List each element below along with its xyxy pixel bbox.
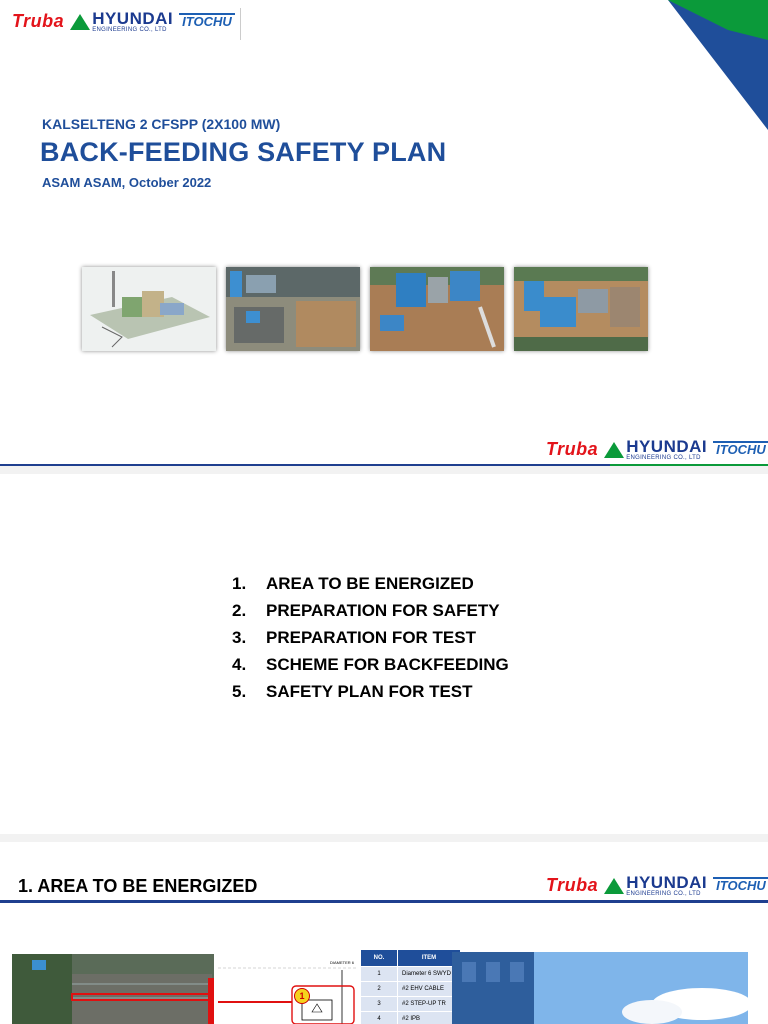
contents-slide [0, 474, 768, 834]
section-logo-group [546, 874, 768, 897]
hyundai-sub: ENGINEERING CO., LTD [626, 455, 701, 461]
photo-strip [82, 267, 648, 351]
aerial-photo-1 [226, 267, 360, 351]
contents-item: 4. SCHEME FOR BACKFEEDING [232, 651, 509, 678]
hyundai-logo [70, 10, 173, 33]
truba-logo: Truba [12, 11, 65, 31]
itochu-logo: ITOCHU [179, 13, 235, 29]
aerial-photo-2 [370, 267, 504, 351]
hyundai-triangle-icon [70, 14, 90, 30]
table-row: 2 #2 EHV CABLE [361, 982, 461, 997]
slide-separator [0, 466, 768, 474]
table-row: 1 Diameter 6 SWYD [361, 967, 461, 982]
aerial-photo-3 [514, 267, 648, 351]
project-name: KALSELTENG 2 CFSPP (2X100 MW) [42, 116, 281, 132]
hyundai-logo-footer [604, 438, 707, 461]
page-title: BACK-FEEDING SAFETY PLAN [40, 137, 447, 167]
cover-slide [0, 0, 768, 466]
hyundai-logo-section [604, 874, 707, 897]
item-table [360, 949, 461, 1024]
slide-separator [0, 834, 768, 842]
contents-item-label: PREPARATION FOR SAFETY [266, 601, 500, 620]
hyundai-name: HYUNDAI [92, 9, 174, 28]
plant-render-image [82, 267, 216, 351]
building-photo [452, 952, 748, 1024]
hyundai-triangle-icon [604, 442, 624, 458]
contents-item-label: SCHEME FOR BACKFEEDING [266, 655, 509, 674]
table-row: 4 #2 IPB [361, 1012, 461, 1024]
truba-logo-footer: Truba [546, 439, 599, 459]
contents-item: 2. PREPARATION FOR SAFETY [232, 597, 509, 624]
table-row: 3 #2 STEP-UP TR [361, 997, 461, 1012]
contents-item: 1. AREA TO BE ENERGIZED [232, 570, 509, 597]
diagram-marker-icon: 1 [294, 988, 310, 1004]
site-aerial-map [12, 954, 214, 1024]
contents-item-label: SAFETY PLAN FOR TEST [266, 682, 473, 701]
itochu-logo-footer: ITOCHU [713, 441, 768, 457]
table-header-no: NO. [361, 950, 398, 967]
hyundai-name: HYUNDAI [626, 873, 708, 892]
contents-item-label: PREPARATION FOR TEST [266, 628, 476, 647]
section-bar [0, 900, 768, 903]
section-title: 1. AREA TO BE ENERGIZED [18, 876, 258, 896]
contents-item-label: AREA TO BE ENERGIZED [266, 574, 474, 593]
footer-logo-group [546, 438, 768, 461]
table-header-item: ITEM [398, 950, 461, 967]
itochu-logo-section: ITOCHU [713, 877, 768, 893]
logo-divider [240, 8, 241, 40]
location-date: ASAM ASAM, October 2022 [42, 175, 212, 190]
diagram-label: DIAMETER 6 [330, 960, 355, 965]
truba-logo-section: Truba [546, 875, 599, 895]
top-logo-group [12, 10, 235, 33]
hyundai-name: HYUNDAI [626, 437, 708, 456]
contents-item: 3. PREPARATION FOR TEST [232, 624, 509, 651]
hyundai-sub: ENGINEERING CO., LTD [626, 891, 701, 897]
contents-list [232, 570, 509, 705]
hyundai-triangle-icon [604, 878, 624, 894]
corner-decoration-icon [668, 0, 768, 130]
hyundai-sub: ENGINEERING CO., LTD [92, 27, 167, 33]
area-slide [0, 842, 768, 1024]
contents-item: 5. SAFETY PLAN FOR TEST [232, 678, 509, 705]
